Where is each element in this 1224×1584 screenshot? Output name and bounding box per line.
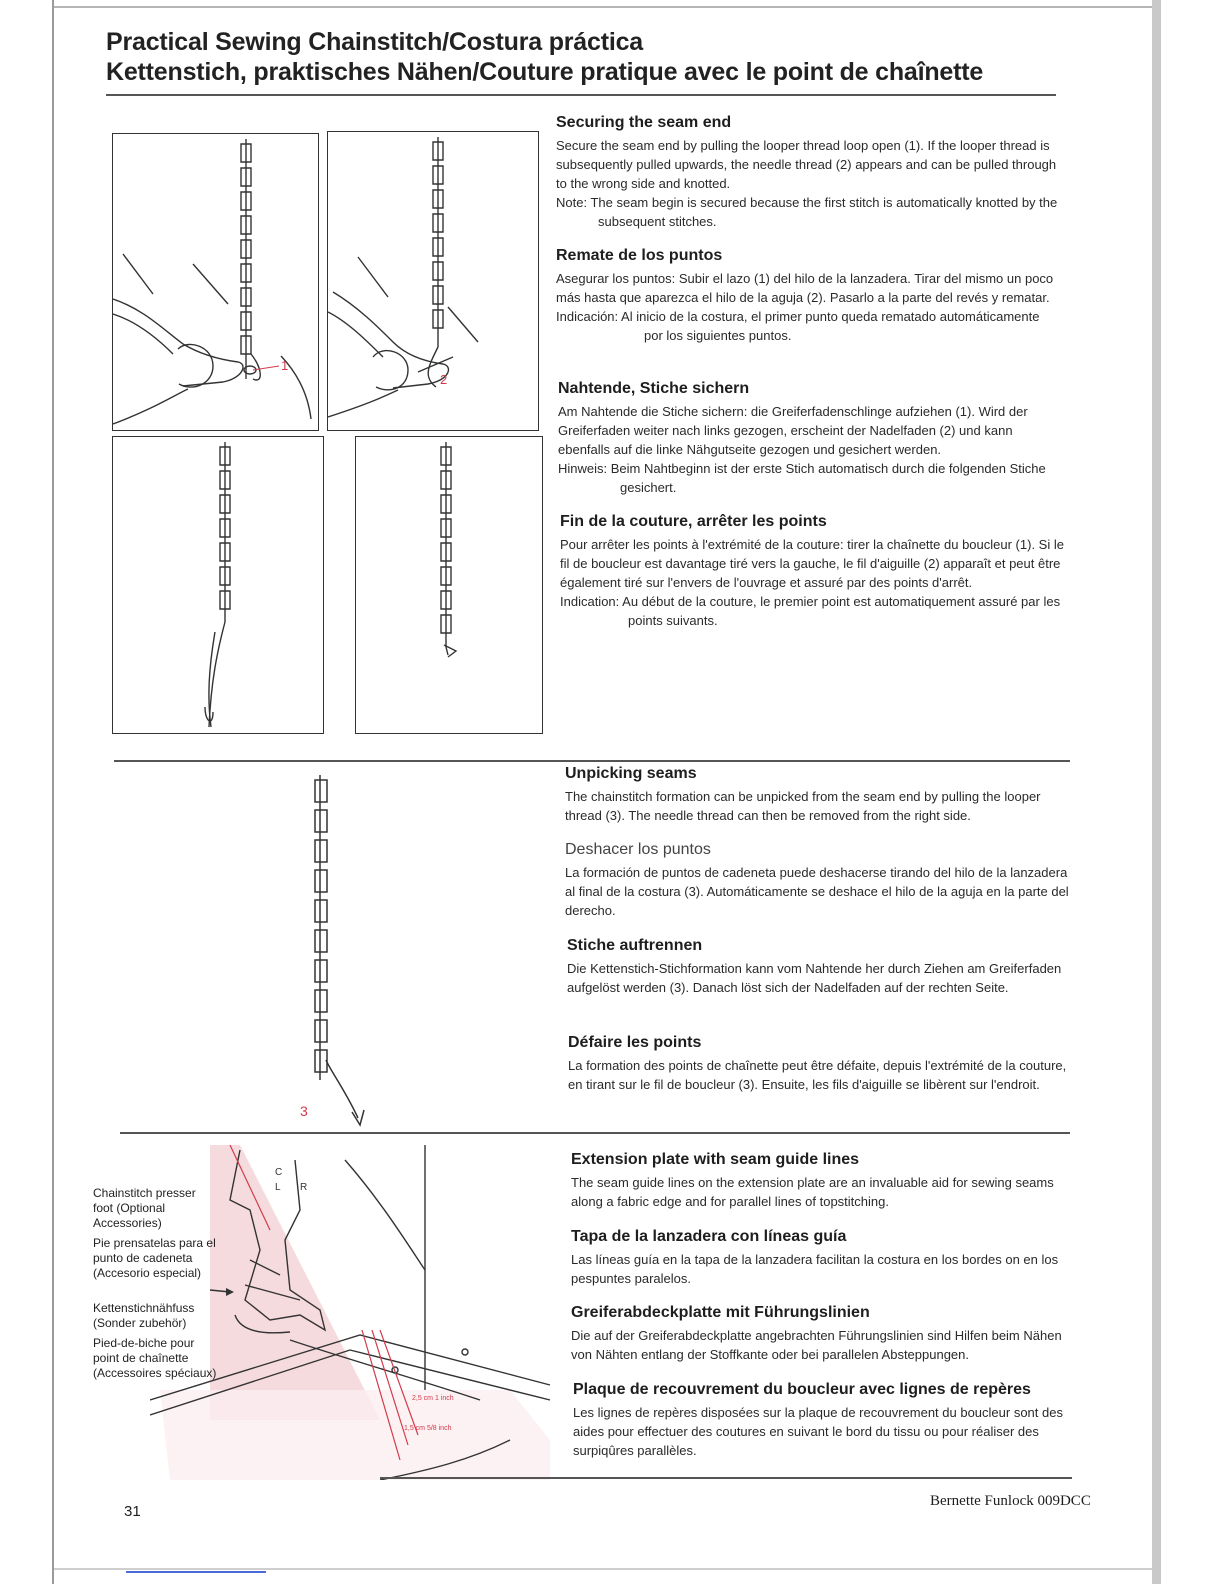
securing-de-body: Am Nahtende die Stiche sichern: die Greiferfadenschlinge aufziehen (1). Wird der Greiferfaden weiter nach links gezogen, erscheint der Nadelfaden (2) und kann ebenfalls auf die linke Nähgutseite gezogen und gesichert werden. bbox=[558, 404, 1028, 457]
callout-presser-foot-es: Pie prensatelas para el punto de cadeneta (Accesorio especial) bbox=[93, 1236, 216, 1280]
figure-securing-2 bbox=[327, 131, 539, 431]
unpicking-de-heading: Stiche auftrennen bbox=[567, 937, 703, 954]
securing-es-note: Indicación: Al inicio de la costura, el primer punto queda rematado automáticamente por los siguientes puntos. bbox=[556, 309, 1040, 343]
presser-letter-l: L bbox=[275, 1182, 281, 1193]
unpicking-de-body: Die Kettenstich-Stichformation kann vom Nahtende her durch Ziehen am Greiferfaden aufgelöst werden (3). Danach löst sich der Nadelfaden auf der rechten Seite. bbox=[567, 961, 1062, 995]
page-edge-bottom bbox=[54, 1568, 1152, 1570]
page-edge-top bbox=[54, 6, 1152, 8]
chainstitch-knotted-end-illustration bbox=[356, 437, 542, 733]
figure-number-1: 1 bbox=[281, 358, 289, 373]
securing-fr-body: Pour arrêter les points à l'extrémité de la couture: tirer la chaînette du boucleur (1). Si le fil de boucleur est davantage tiré vers la gauche, le fil d'aiguille (2) apparaît et peut être également tiré sur l'envers de l'ouvrage et assuré par des points d'arrêt. bbox=[560, 537, 1064, 590]
securing-es-body: Asegurar los puntos: Subir el lazo (1) del hilo de la lanzadera. Tirar del mismo un poco más hasta que aparezca el hilo de la aguja (2). Pasarlo a la parte del revés y rematar. bbox=[556, 271, 1054, 305]
chainstitch-needle-thread-illustration bbox=[328, 132, 538, 430]
securing-en-note: Note: The seam begin is secured because the first stitch is automatically knotted by the subsequent stitches. bbox=[556, 195, 1058, 229]
section-rule-1 bbox=[114, 760, 1070, 762]
securing-de bbox=[558, 379, 1063, 497]
unpicking-en bbox=[565, 764, 1070, 825]
footer-rule bbox=[380, 1477, 1072, 1479]
securing-es-heading: Remate de los puntos bbox=[556, 247, 723, 264]
unpicking-es-body: La formación de puntos de cadeneta puede deshacerse tirando del hilo de la lanzadera al final de la costura (3). Automáticamente se deshace el hilo de la aguja en la parte del derecho. bbox=[565, 865, 1069, 918]
securing-fr-note: Indication: Au début de la couture, le premier point est automatiquement assuré par les points suivants. bbox=[560, 594, 1061, 628]
securing-en-heading: Securing the seam end bbox=[556, 114, 732, 131]
presser-letter-c: C bbox=[275, 1167, 283, 1178]
footer-brand: Bernette Funlock 009DCC bbox=[930, 1493, 1091, 1509]
securing-en-body: Secure the seam end by pulling the looper thread loop open (1). If the looper thread is subsequently pulled upwards, the needle thread (2) appears and can be pulled through to the wrong side and knotted. bbox=[556, 138, 1057, 191]
securing-fr bbox=[560, 512, 1065, 630]
extension-fr bbox=[573, 1380, 1078, 1460]
figure-number-3: 3 bbox=[300, 1103, 308, 1119]
unpicking-fr bbox=[568, 1033, 1073, 1094]
presser-letter-r: R bbox=[300, 1182, 308, 1193]
page-number: 31 bbox=[124, 1503, 141, 1520]
unpicking-en-body: The chainstitch formation can be unpicked from the seam end by pulling the looper thread (3). The needle thread can then be removed from the right side. bbox=[565, 789, 1041, 823]
figure-securing-3 bbox=[112, 436, 324, 734]
extension-de bbox=[571, 1303, 1076, 1364]
securing-fr-heading: Fin de la couture, arrêter les points bbox=[560, 513, 827, 530]
unpicking-fr-heading: Défaire les points bbox=[568, 1034, 702, 1051]
securing-de-note: Hinweis: Beim Nahtbeginn ist der erste Stich automatisch durch die folgenden Stiche gesichert. bbox=[558, 461, 1046, 495]
extension-es-heading: Tapa de la lanzadera con líneas guía bbox=[571, 1228, 847, 1245]
callout-presser-foot-de: Kettenstichnähfuss (Sonder zubehör) bbox=[93, 1301, 195, 1330]
extension-en-heading: Extension plate with seam guide lines bbox=[571, 1151, 860, 1168]
figure-unpicking bbox=[290, 770, 380, 1130]
extension-fr-body: Les lignes de repères disposées sur la plaque de recouvrement du boucleur sont des aides pour effectuer des coutures en suivant le bord du tissu ou pour réaliser des surpiqûres parallèles. bbox=[573, 1405, 1063, 1458]
extension-de-heading: Greiferabdeckplatte mit Führungslinien bbox=[571, 1304, 870, 1321]
securing-es bbox=[556, 246, 1061, 345]
unpicking-de bbox=[567, 936, 1072, 997]
chainstitch-pulled-loop-illustration bbox=[113, 437, 323, 733]
callout-presser-foot-fr: Pied-de-biche pour point de chaînette (Accessoires spéciaux) bbox=[93, 1336, 217, 1380]
chainstitch-loop-illustration bbox=[113, 134, 318, 430]
extension-es-body: Las líneas guía en la tapa de la lanzadera facilitan la costura en los bordes on en los pespuntes paralelos. bbox=[571, 1252, 1059, 1286]
callout-presser-foot-en: Chainstitch presser foot (Optional Accessories) bbox=[93, 1186, 196, 1230]
figure-securing-1 bbox=[112, 133, 319, 431]
securing-de-heading: Nahtende, Stiche sichern bbox=[558, 380, 750, 397]
bottom-tab-marker bbox=[126, 1571, 266, 1573]
unpicking-fr-body: La formation des points de chaînette peut être défaite, depuis l'extrémité de la couture, en tirant sur le fil de boucleur (3). Ensuite, les fils d'aiguille se libèrent sur l'endroit. bbox=[568, 1058, 1067, 1092]
page-title-line-2: Kettenstich, praktisches Nähen/Couture pratique avec le point de chaînette bbox=[106, 58, 984, 86]
securing-en bbox=[556, 113, 1061, 231]
guide-mark-2: 1,5 cm 5/8 inch bbox=[404, 1425, 452, 1432]
page-edge-right bbox=[1152, 0, 1161, 1584]
title-rule bbox=[106, 94, 1056, 96]
unpicking-en-heading: Unpicking seams bbox=[565, 765, 697, 782]
unpicking-es bbox=[565, 840, 1070, 920]
figure-securing-4 bbox=[355, 436, 543, 734]
page-edge-left bbox=[52, 0, 54, 1584]
figure-number-2: 2 bbox=[440, 372, 448, 387]
extension-de-body: Die auf der Greiferabdeckplatte angebrachten Führungslinien sind Hilfen beim Nähen von Nähten entlang der Stoffkante oder bei parallelen Absteppungen. bbox=[571, 1328, 1062, 1362]
extension-en bbox=[571, 1150, 1076, 1211]
extension-en-body: The seam guide lines on the extension plate are an invaluable aid for sewing seams along a fabric edge and for parallel lines of topstitching. bbox=[571, 1175, 1054, 1209]
section-rule-2 bbox=[120, 1132, 1070, 1134]
unpicking-chain-illustration bbox=[290, 770, 380, 1130]
extension-es bbox=[571, 1227, 1076, 1288]
extension-fr-heading: Plaque de recouvrement du boucleur avec lignes de repères bbox=[573, 1381, 1031, 1398]
unpicking-es-heading: Deshacer los puntos bbox=[565, 841, 711, 858]
page-title-line-1: Practical Sewing Chainstitch/Costura práctica bbox=[106, 28, 643, 56]
guide-mark-1: 2,5 cm 1 inch bbox=[412, 1395, 454, 1402]
